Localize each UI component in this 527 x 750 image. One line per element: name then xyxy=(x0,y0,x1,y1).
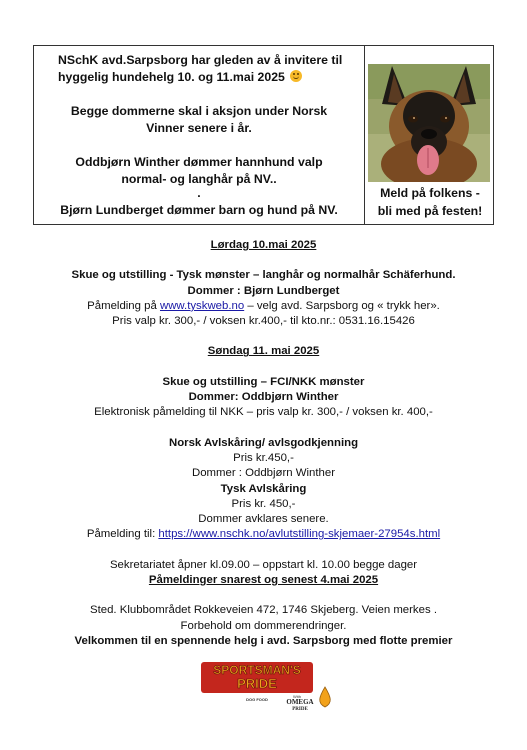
german-shepherd-image xyxy=(368,64,490,182)
invite-dot: . xyxy=(197,186,201,200)
invite-line-4: Vinner senere i år. xyxy=(146,121,252,135)
saturday-judge: Dommer : Bjørn Lundberget xyxy=(187,284,340,297)
saturday-heading: Lørdag 10.mai 2025 xyxy=(210,239,317,251)
norsk-breeding-price: Pris kr.450,- xyxy=(233,451,294,464)
sunday-title: Skue og utstilling – FCI/NKK mønster xyxy=(162,375,365,388)
secretariat-info: Sekretariatet åpner kl.09.00 – oppstart kl. 10.00 begge dager xyxy=(109,558,418,571)
omega-pride-text: PRIDE xyxy=(292,707,308,711)
invite-line-7: Bjørn Lundberget dømmer barn og hund på NV. xyxy=(60,203,338,217)
omega-text: OMEGA xyxy=(286,698,314,706)
event-details xyxy=(0,238,527,649)
logo-line-1: SPORTSMAN'S xyxy=(213,663,301,677)
sunday-heading: Søndag 11. mai 2025 xyxy=(207,345,320,358)
tyskweb-link[interactable]: www.tyskweb.no xyxy=(159,299,245,312)
dog-photo xyxy=(368,64,490,182)
logo-small-text: DOG FOOD xyxy=(246,697,268,702)
photo-caption xyxy=(365,184,495,220)
caption-line-1: Meld på folkens - xyxy=(380,186,480,200)
oil-drop-icon xyxy=(320,687,331,707)
sportsmans-pride-logo xyxy=(197,659,342,711)
welcome-text: Velkommen til en spennende helg i avd. Sarpsborg med flotte premier xyxy=(74,634,453,647)
saturday-title: Skue og utstilling - Tysk mønster – langhår og normalhår Schäferhund. xyxy=(71,269,456,282)
invite-line-1: NSchK avd.Sarpsborg har gleden av å invitere til xyxy=(58,53,343,67)
smiley-icon xyxy=(290,70,302,82)
tysk-breeding-title: Tysk Avlskåring xyxy=(220,482,307,495)
logo-line-2: PRIDE xyxy=(237,676,277,691)
sunday-signup-2: Påmelding til: https://www.nschk.no/avlutstilling-skjemaer-27954s.html xyxy=(86,528,441,541)
tysk-breeding-judges: Dommer avklares senere. xyxy=(198,513,329,526)
sunday-judge: Dommer: Oddbjørn Winther xyxy=(188,391,339,404)
invite-line-3: Begge dommerne skal i aksjon under Norsk xyxy=(70,104,328,118)
logo-with-text: With xyxy=(293,694,301,699)
deadline-info: Påmeldinger snarest og senest 4.mai 2025 xyxy=(148,574,379,587)
location-info: Sted. Klubbområdet Rokkeveien 472, 1746 Skjeberg. Veien merkes . xyxy=(90,604,437,617)
saturday-signup: Påmelding på www.tyskweb.no – velg avd. Sarpsborg og « trykk her». xyxy=(87,299,440,312)
sponsor-logo xyxy=(197,659,342,711)
norsk-breeding-title: Norsk Avlskåring/ avlsgodkjenning xyxy=(168,436,359,449)
tysk-breeding-price: Pris kr. 450,- xyxy=(231,497,296,510)
sunday-signup: Elektronisk påmelding til NKK – pris valp kr. 300,- / voksen kr. 400,- xyxy=(94,406,433,419)
invite-line-5: Oddbjørn Winther dømmer hannhund valp xyxy=(75,155,323,169)
invitation-text xyxy=(34,52,364,219)
invite-line-6: normal- og langhår på NV.. xyxy=(121,172,277,186)
reservation-info: Forbehold om dommerendringer. xyxy=(180,619,347,632)
invitation-box xyxy=(33,45,494,225)
invite-line-2: hyggelig hundehelg 10. og 11.mai 2025 xyxy=(58,69,364,86)
nschk-link[interactable]: https://www.nschk.no/avlutstilling-skjemaer-27954s.html xyxy=(158,528,441,541)
norsk-breeding-judge: Dommer : Oddbjørn Winther xyxy=(191,467,336,480)
caption-line-2: bli med på festen! xyxy=(377,204,483,218)
saturday-prices: Pris valp kr. 300,- / voksen kr.400,- til kto.nr.: 0531.16.15426 xyxy=(112,315,415,328)
